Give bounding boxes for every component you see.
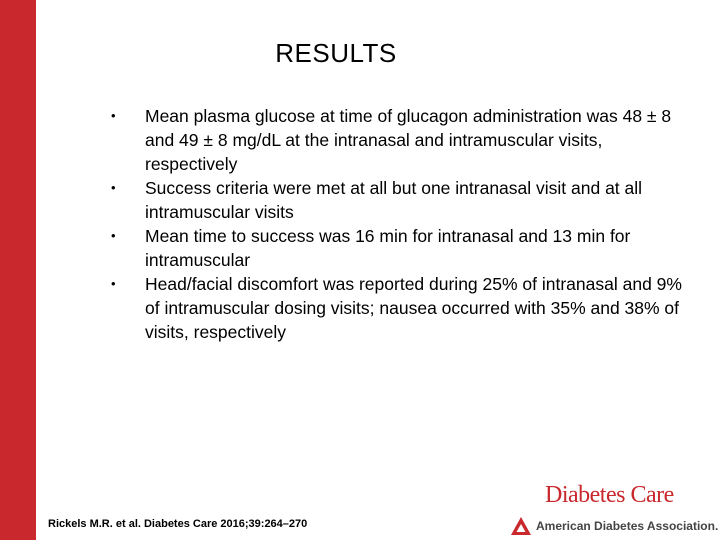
bullet-text: Mean time to success was 16 min for intranasal and 13 min for intramuscular: [145, 226, 631, 270]
slide-title: RESULTS: [275, 38, 397, 68]
left-accent-bar: [0, 0, 36, 540]
bullet-item: [104, 104, 694, 176]
ada-triangle-icon: [510, 516, 532, 536]
bullet-dot-icon: •: [111, 228, 116, 243]
bullet-text: Success criteria were met at all but one intranasal visit and at all intramuscular visits: [145, 178, 643, 222]
bullet-item: [104, 176, 694, 224]
bullet-dot-icon: •: [111, 180, 116, 195]
bullet-item: [104, 272, 694, 344]
ada-logo: [510, 516, 718, 536]
bullet-item: [104, 224, 694, 272]
bullet-list: [104, 104, 694, 344]
citation: Rickels M.R. et al. Diabetes Care 2016;39:264–270: [48, 518, 308, 530]
bullet-text: Mean plasma glucose at time of glucagon administration was 48 ± 8 and 49 ± 8 mg/dL at the intranasal and intramuscular visits, respectively: [145, 106, 672, 174]
bullet-dot-icon: •: [111, 276, 116, 291]
bullet-text: Head/facial discomfort was reported during 25% of intranasal and 9% of intramuscular dosing visits; nausea occurred with 35% and 38% of visits, respectively: [145, 274, 682, 342]
ada-logo-text: American Diabetes Association.: [536, 519, 719, 533]
diabetes-care-logo: Diabetes Care: [545, 482, 674, 508]
bullet-dot-icon: •: [111, 108, 116, 123]
